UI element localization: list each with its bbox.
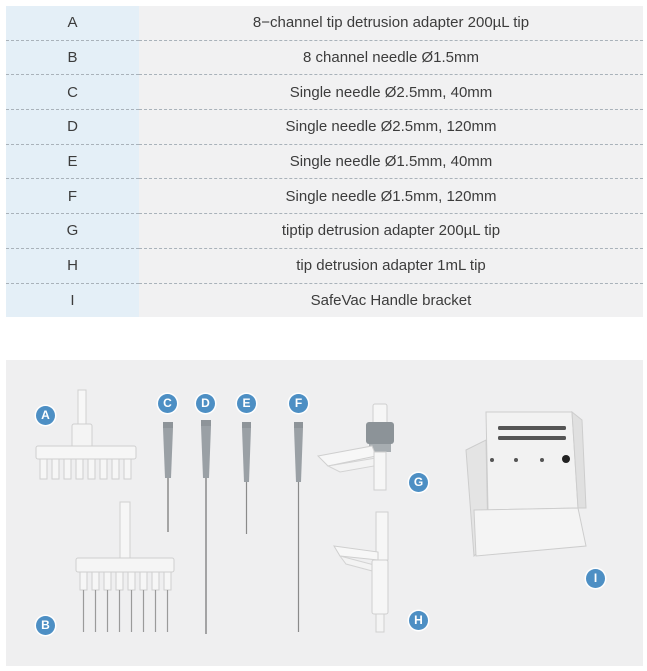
part-key: G xyxy=(6,214,139,249)
part-key: H xyxy=(6,248,139,283)
badge-f: F xyxy=(289,394,308,413)
accessory-illustration xyxy=(6,360,643,666)
table-row xyxy=(6,40,643,75)
parts-table xyxy=(6,6,643,317)
adapter-1ml-illustration xyxy=(334,512,388,632)
badge-b: B xyxy=(36,616,55,635)
part-description: tip detrusion adapter 1mL tip xyxy=(139,248,643,283)
part-key: I xyxy=(6,283,139,317)
adapter-200ul-illustration xyxy=(318,404,394,490)
adapter-8-channel-illustration xyxy=(36,390,136,479)
table-row xyxy=(6,283,643,317)
badge-d: D xyxy=(196,394,215,413)
part-description: Single needle Ø1.5mm, 40mm xyxy=(139,144,643,179)
needle-8-channel-illustration xyxy=(76,502,174,632)
table-row xyxy=(6,144,643,179)
needle-c-illustration xyxy=(163,422,173,532)
part-key: F xyxy=(6,179,139,214)
part-key: E xyxy=(6,144,139,179)
part-description: tiptip detrusion adapter 200µL tip xyxy=(139,214,643,249)
table-row xyxy=(6,248,643,283)
table-row xyxy=(6,179,643,214)
part-description: SafeVac Handle bracket xyxy=(139,283,643,317)
part-key: C xyxy=(6,75,139,110)
accessory-photo-panel xyxy=(6,360,643,666)
table-row xyxy=(6,110,643,145)
badge-c: C xyxy=(158,394,177,413)
badge-e: E xyxy=(237,394,256,413)
part-key: B xyxy=(6,40,139,75)
badge-h: H xyxy=(409,611,428,630)
needle-d-illustration xyxy=(201,420,211,634)
part-description: 8−channel tip detrusion adapter 200µL tip xyxy=(139,6,643,40)
badge-g: G xyxy=(409,473,428,492)
part-description: Single needle Ø2.5mm, 120mm xyxy=(139,110,643,145)
handle-bracket-illustration xyxy=(466,412,586,556)
part-key: D xyxy=(6,110,139,145)
table-row xyxy=(6,75,643,110)
part-description: Single needle Ø2.5mm, 40mm xyxy=(139,75,643,110)
part-key: A xyxy=(6,6,139,40)
badge-a: A xyxy=(36,406,55,425)
badge-i: I xyxy=(586,569,605,588)
needle-e-illustration xyxy=(242,422,251,534)
table-row xyxy=(6,6,643,40)
part-description: Single needle Ø1.5mm, 120mm xyxy=(139,179,643,214)
needle-f-illustration xyxy=(294,422,303,632)
part-description: 8 channel needle Ø1.5mm xyxy=(139,40,643,75)
table-row xyxy=(6,214,643,249)
